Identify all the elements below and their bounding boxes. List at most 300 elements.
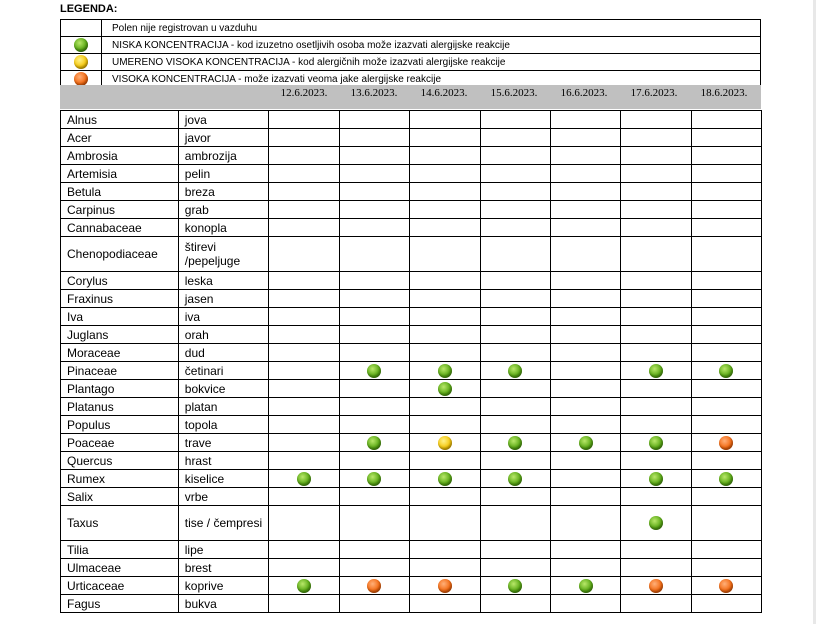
level-cell <box>550 452 620 470</box>
table-row <box>61 326 762 344</box>
date-header: 16.6.2023. <box>560 87 608 99</box>
level-cell <box>691 470 761 488</box>
date-header: 15.6.2023. <box>490 87 538 99</box>
level-cell <box>269 344 339 362</box>
table-row <box>61 308 762 326</box>
level-cell <box>691 201 761 219</box>
level-cell <box>480 506 550 541</box>
legend-table <box>60 19 761 88</box>
level-cell <box>691 183 761 201</box>
level-cell <box>691 290 761 308</box>
level-cell <box>410 488 480 506</box>
level-cell <box>691 398 761 416</box>
level-cell <box>621 470 691 488</box>
level-cell <box>691 506 761 541</box>
latin-name: Platanus <box>61 398 179 416</box>
common-name: štirevi /pepeljuge <box>178 237 269 272</box>
level-cell <box>339 147 409 165</box>
level-cell <box>691 111 761 129</box>
level-cell <box>621 434 691 452</box>
table-row <box>61 147 762 165</box>
level-cell <box>550 595 620 613</box>
level-cell <box>691 380 761 398</box>
level-cell <box>550 380 620 398</box>
common-name: kiselice <box>178 470 269 488</box>
level-cell <box>621 506 691 541</box>
table-row <box>61 201 762 219</box>
level-cell <box>269 183 339 201</box>
level-cell <box>691 129 761 147</box>
table-row <box>61 577 762 595</box>
level-cell <box>691 237 761 272</box>
level-cell <box>410 183 480 201</box>
level-cell <box>621 452 691 470</box>
level-cell <box>410 452 480 470</box>
legend-title: LEGENDA: <box>60 3 118 15</box>
level-cell <box>550 147 620 165</box>
level-cell <box>339 237 409 272</box>
green-dot-icon <box>719 472 733 486</box>
green-dot-icon <box>438 472 452 486</box>
common-name: grab <box>178 201 269 219</box>
level-cell <box>410 506 480 541</box>
green-dot-icon <box>367 364 381 378</box>
level-cell <box>691 559 761 577</box>
level-cell <box>480 595 550 613</box>
level-cell <box>339 326 409 344</box>
legend-text: Polen nije registrovan u vazduhu <box>102 20 761 37</box>
table-row <box>61 272 762 290</box>
level-cell <box>269 380 339 398</box>
table-row <box>61 290 762 308</box>
legend-color-cell <box>61 20 102 37</box>
level-cell <box>621 290 691 308</box>
level-cell <box>410 147 480 165</box>
common-name: breza <box>178 183 269 201</box>
green-dot-icon <box>297 472 311 486</box>
level-cell <box>480 398 550 416</box>
latin-name: Urticaceae <box>61 577 179 595</box>
level-cell <box>691 326 761 344</box>
level-cell <box>550 416 620 434</box>
common-name: četinari <box>178 362 269 380</box>
level-cell <box>269 165 339 183</box>
legend-color-cell <box>61 37 102 54</box>
level-cell <box>410 165 480 183</box>
level-cell <box>339 416 409 434</box>
table-row <box>61 434 762 452</box>
level-cell <box>480 452 550 470</box>
level-cell <box>339 362 409 380</box>
latin-name: Pinaceae <box>61 362 179 380</box>
level-cell <box>269 398 339 416</box>
latin-name: Corylus <box>61 272 179 290</box>
common-name: koprive <box>178 577 269 595</box>
table-row <box>61 344 762 362</box>
level-cell <box>410 398 480 416</box>
orange-dot-icon <box>74 72 88 86</box>
table-row <box>61 452 762 470</box>
level-cell <box>550 165 620 183</box>
latin-name: Ulmaceae <box>61 559 179 577</box>
level-cell <box>621 344 691 362</box>
green-dot-icon <box>649 472 663 486</box>
level-cell <box>621 595 691 613</box>
green-dot-icon <box>508 579 522 593</box>
latin-name: Chenopodiaceae <box>61 237 179 272</box>
legend-text: NISKA KONCENTRACIJA - kod izuzetno osetljivih osoba može izazvati alergijske reakcije <box>102 37 761 54</box>
level-cell <box>480 434 550 452</box>
level-cell <box>550 434 620 452</box>
date-header: 12.6.2023. <box>280 87 328 99</box>
level-cell <box>339 183 409 201</box>
level-cell <box>480 326 550 344</box>
level-cell <box>269 541 339 559</box>
level-cell <box>480 165 550 183</box>
latin-name: Acer <box>61 129 179 147</box>
level-cell <box>339 111 409 129</box>
level-cell <box>410 272 480 290</box>
common-name: hrast <box>178 452 269 470</box>
level-cell <box>410 219 480 237</box>
common-name: jova <box>178 111 269 129</box>
level-cell <box>621 272 691 290</box>
level-cell <box>339 272 409 290</box>
level-cell <box>621 219 691 237</box>
green-dot-icon <box>367 472 381 486</box>
level-cell <box>269 488 339 506</box>
level-cell <box>550 237 620 272</box>
latin-name: Taxus <box>61 506 179 541</box>
level-cell <box>480 219 550 237</box>
level-cell <box>691 488 761 506</box>
level-cell <box>480 201 550 219</box>
level-cell <box>410 380 480 398</box>
orange-dot-icon <box>649 579 663 593</box>
level-cell <box>691 147 761 165</box>
date-header: 14.6.2023. <box>420 87 468 99</box>
level-cell <box>339 506 409 541</box>
common-name: platan <box>178 398 269 416</box>
level-cell <box>410 290 480 308</box>
level-cell <box>339 541 409 559</box>
level-cell <box>339 470 409 488</box>
level-cell <box>550 506 620 541</box>
level-cell <box>621 147 691 165</box>
level-cell <box>410 541 480 559</box>
table-row <box>61 488 762 506</box>
common-name: jasen <box>178 290 269 308</box>
table-row <box>61 470 762 488</box>
table-row <box>61 559 762 577</box>
level-cell <box>269 434 339 452</box>
level-cell <box>410 201 480 219</box>
level-cell <box>269 290 339 308</box>
level-cell <box>621 488 691 506</box>
level-cell <box>480 380 550 398</box>
common-name: konopla <box>178 219 269 237</box>
level-cell <box>550 219 620 237</box>
level-cell <box>269 506 339 541</box>
latin-name: Plantago <box>61 380 179 398</box>
level-cell <box>410 308 480 326</box>
latin-name: Tilia <box>61 541 179 559</box>
green-dot-icon <box>74 38 88 52</box>
level-cell <box>550 326 620 344</box>
level-cell <box>621 201 691 219</box>
level-cell <box>269 272 339 290</box>
level-cell <box>480 362 550 380</box>
level-cell <box>339 219 409 237</box>
level-cell <box>480 577 550 595</box>
level-cell <box>621 398 691 416</box>
level-cell <box>480 237 550 272</box>
green-dot-icon <box>719 364 733 378</box>
date-header: 13.6.2023. <box>350 87 398 99</box>
level-cell <box>480 488 550 506</box>
date-header: 18.6.2023. <box>700 87 748 99</box>
table-row <box>61 219 762 237</box>
latin-name: Salix <box>61 488 179 506</box>
level-cell <box>621 165 691 183</box>
level-cell <box>691 434 761 452</box>
orange-dot-icon <box>719 579 733 593</box>
yellow-dot-icon <box>438 436 452 450</box>
common-name: topola <box>178 416 269 434</box>
table-row <box>61 237 762 272</box>
level-cell <box>550 488 620 506</box>
level-cell <box>269 308 339 326</box>
latin-name: Rumex <box>61 470 179 488</box>
level-cell <box>410 577 480 595</box>
level-cell <box>691 219 761 237</box>
level-cell <box>550 577 620 595</box>
common-name: brest <box>178 559 269 577</box>
level-cell <box>339 577 409 595</box>
latin-name: Fraxinus <box>61 290 179 308</box>
common-name: tise / čempresi <box>178 506 269 541</box>
orange-dot-icon <box>367 579 381 593</box>
level-cell <box>621 541 691 559</box>
table-row <box>61 398 762 416</box>
level-cell <box>269 129 339 147</box>
green-dot-icon <box>297 579 311 593</box>
green-dot-icon <box>508 436 522 450</box>
green-dot-icon <box>508 364 522 378</box>
latin-name: Moraceae <box>61 344 179 362</box>
table-row <box>61 129 762 147</box>
common-name: iva <box>178 308 269 326</box>
level-cell <box>480 111 550 129</box>
level-cell <box>550 272 620 290</box>
level-cell <box>691 308 761 326</box>
level-cell <box>339 595 409 613</box>
level-cell <box>480 559 550 577</box>
level-cell <box>269 111 339 129</box>
green-dot-icon <box>649 436 663 450</box>
level-cell <box>410 434 480 452</box>
level-cell <box>269 147 339 165</box>
level-cell <box>550 559 620 577</box>
level-cell <box>269 201 339 219</box>
common-name: javor <box>178 129 269 147</box>
common-name: orah <box>178 326 269 344</box>
common-name: bukva <box>178 595 269 613</box>
green-dot-icon <box>579 579 593 593</box>
common-name: ambrozija <box>178 147 269 165</box>
level-cell <box>410 237 480 272</box>
green-dot-icon <box>508 472 522 486</box>
latin-name: Populus <box>61 416 179 434</box>
table-row <box>61 416 762 434</box>
level-cell <box>480 272 550 290</box>
level-cell <box>480 541 550 559</box>
level-cell <box>269 595 339 613</box>
legend-row <box>61 20 761 37</box>
table-row <box>61 541 762 559</box>
latin-name: Juglans <box>61 326 179 344</box>
level-cell <box>410 362 480 380</box>
level-cell <box>410 595 480 613</box>
level-cell <box>339 344 409 362</box>
latin-name: Betula <box>61 183 179 201</box>
level-cell <box>691 344 761 362</box>
level-cell <box>339 488 409 506</box>
level-cell <box>621 577 691 595</box>
level-cell <box>621 380 691 398</box>
level-cell <box>339 434 409 452</box>
level-cell <box>621 416 691 434</box>
table-row <box>61 380 762 398</box>
level-cell <box>339 129 409 147</box>
pollen-table <box>60 110 762 613</box>
level-cell <box>269 362 339 380</box>
level-cell <box>550 398 620 416</box>
level-cell <box>269 470 339 488</box>
table-row <box>61 506 762 541</box>
level-cell <box>691 362 761 380</box>
common-name: trave <box>178 434 269 452</box>
level-cell <box>480 308 550 326</box>
green-dot-icon <box>438 364 452 378</box>
legend-text: UMERENO VISOKA KONCENTRACIJA - kod alergičnih može izazvati alergijske reakcije <box>102 54 761 71</box>
green-dot-icon <box>649 516 663 530</box>
latin-name: Ambrosia <box>61 147 179 165</box>
level-cell <box>550 111 620 129</box>
level-cell <box>269 326 339 344</box>
level-cell <box>339 398 409 416</box>
level-cell <box>691 541 761 559</box>
latin-name: Quercus <box>61 452 179 470</box>
green-dot-icon <box>649 364 663 378</box>
level-cell <box>339 559 409 577</box>
level-cell <box>550 308 620 326</box>
level-cell <box>480 416 550 434</box>
level-cell <box>339 201 409 219</box>
legend-row <box>61 54 761 71</box>
green-dot-icon <box>579 436 593 450</box>
orange-dot-icon <box>438 579 452 593</box>
level-cell <box>621 111 691 129</box>
table-row <box>61 111 762 129</box>
latin-name: Alnus <box>61 111 179 129</box>
legend-text: VISOKA KONCENTRACIJA - može izazvati veoma jake alergijske reakcije <box>102 71 761 88</box>
level-cell <box>269 416 339 434</box>
table-row <box>61 183 762 201</box>
yellow-dot-icon <box>74 55 88 69</box>
latin-name: Iva <box>61 308 179 326</box>
level-cell <box>269 559 339 577</box>
level-cell <box>550 201 620 219</box>
level-cell <box>480 470 550 488</box>
latin-name: Cannabaceae <box>61 219 179 237</box>
level-cell <box>480 344 550 362</box>
level-cell <box>410 129 480 147</box>
common-name: bokvice <box>178 380 269 398</box>
level-cell <box>480 147 550 165</box>
level-cell <box>269 452 339 470</box>
level-cell <box>480 290 550 308</box>
level-cell <box>339 452 409 470</box>
level-cell <box>269 577 339 595</box>
level-cell <box>339 165 409 183</box>
latin-name: Poaceae <box>61 434 179 452</box>
level-cell <box>621 237 691 272</box>
latin-name: Artemisia <box>61 165 179 183</box>
level-cell <box>550 541 620 559</box>
level-cell <box>410 344 480 362</box>
level-cell <box>691 577 761 595</box>
common-name: pelin <box>178 165 269 183</box>
level-cell <box>550 344 620 362</box>
level-cell <box>410 559 480 577</box>
level-cell <box>621 362 691 380</box>
level-cell <box>550 470 620 488</box>
table-row <box>61 595 762 613</box>
level-cell <box>410 326 480 344</box>
common-name: leska <box>178 272 269 290</box>
latin-name: Fagus <box>61 595 179 613</box>
common-name: lipe <box>178 541 269 559</box>
level-cell <box>269 219 339 237</box>
level-cell <box>410 470 480 488</box>
level-cell <box>550 362 620 380</box>
latin-name: Carpinus <box>61 201 179 219</box>
level-cell <box>339 290 409 308</box>
legend-color-cell <box>61 54 102 71</box>
common-name: dud <box>178 344 269 362</box>
level-cell <box>691 272 761 290</box>
level-cell <box>339 308 409 326</box>
level-cell <box>410 416 480 434</box>
table-row <box>61 165 762 183</box>
level-cell <box>480 129 550 147</box>
level-cell <box>480 183 550 201</box>
level-cell <box>691 416 761 434</box>
green-dot-icon <box>438 382 452 396</box>
level-cell <box>621 326 691 344</box>
level-cell <box>691 165 761 183</box>
orange-dot-icon <box>719 436 733 450</box>
level-cell <box>410 111 480 129</box>
level-cell <box>550 183 620 201</box>
level-cell <box>621 129 691 147</box>
common-name: vrbe <box>178 488 269 506</box>
level-cell <box>621 559 691 577</box>
level-cell <box>269 237 339 272</box>
table-row <box>61 362 762 380</box>
level-cell <box>621 308 691 326</box>
